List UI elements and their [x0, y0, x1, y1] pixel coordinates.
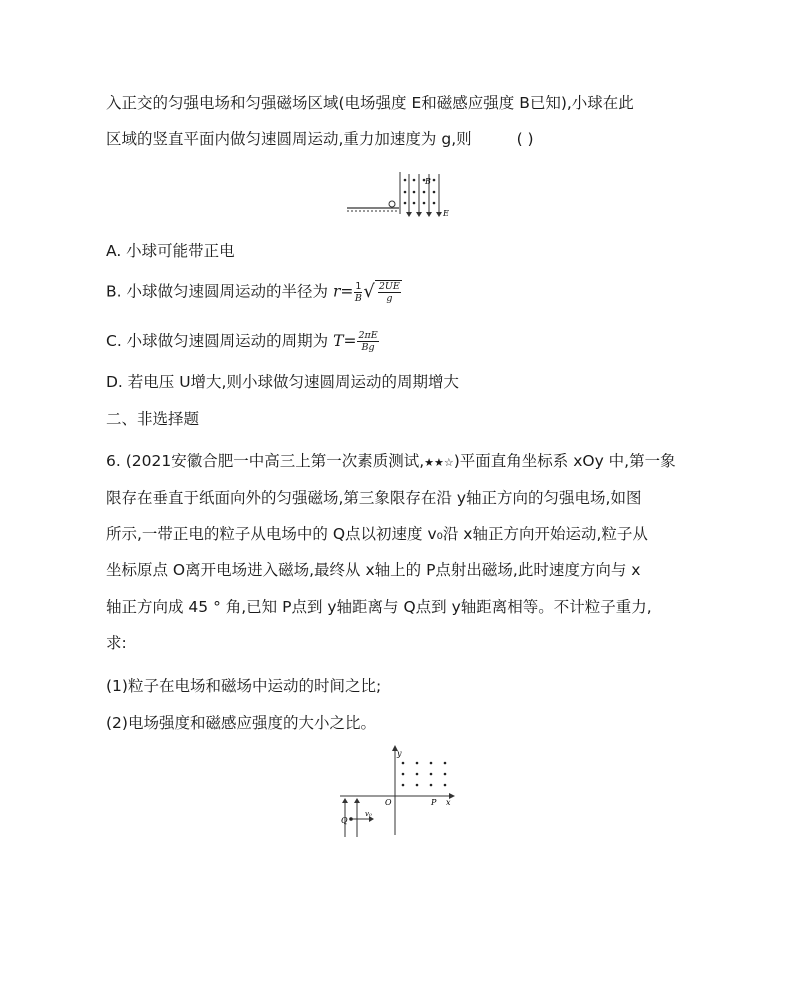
option-d: D. 若电压 U增大,则小球做匀速圆周运动的周期增大: [106, 373, 459, 391]
q6-line-4: 坐标原点 O离开电场进入磁场,最终从 x轴上的 P点射出磁场,此时速度方向与 x: [106, 561, 641, 579]
q5-stem-text: 区域的竖直平面内做匀速圆周运动,重力加速度为 g,则: [106, 130, 472, 148]
option-a: A. 小球可能带正电: [106, 242, 235, 260]
option-b: [106, 280, 402, 304]
label-E: E: [443, 209, 449, 218]
magnetic-field-dots: [402, 762, 447, 787]
section-heading: 二、非选择题: [106, 410, 200, 428]
ball: [389, 201, 395, 207]
q6-line-1: [106, 450, 676, 474]
q6-line-3: 所示,一带正电的粒子从电场中的 Q点以初速度 v₀沿 x轴正方向开始运动,粒子从: [106, 525, 648, 543]
q6-source: 6. (2021安徽合肥一中高三上第一次素质测试,: [106, 452, 425, 470]
electric-field-arrows: [342, 798, 360, 803]
option-c-text: C. 小球做匀速圆周运动的周期为: [106, 332, 329, 350]
option-b-fraction: $\frac{1}{B}$: [354, 280, 362, 304]
q6-line-2: 限存在垂直于纸面向外的匀强磁场,第三象限存在沿 y轴正方向的匀强电场,如图: [106, 489, 642, 507]
option-c: [106, 330, 380, 353]
option-b-r: r=: [332, 282, 354, 301]
field-arrows: [406, 212, 442, 217]
label-v0: v₀: [365, 810, 372, 818]
option-c-fraction: $\frac{2\pi E}{Bg}$: [358, 330, 378, 353]
q6-line-6: 求:: [106, 634, 127, 652]
q5-stem-line-2: [106, 128, 534, 150]
option-b-text: B. 小球做匀速圆周运动的半径为: [106, 282, 328, 301]
label-y: y: [397, 749, 402, 758]
option-b-sqrt: √ $\frac{2UE}{g}$: [363, 281, 400, 304]
label-x: x: [446, 798, 451, 807]
difficulty-stars-icon: ★★☆: [424, 456, 454, 469]
q6-sub-question-2: (2)电场强度和磁感应强度的大小之比。: [106, 714, 376, 732]
answer-blank: ( ): [516, 130, 534, 148]
label-B: B: [425, 177, 431, 186]
label-O: O: [385, 798, 392, 807]
q5-field-figure: [345, 170, 455, 220]
q6-coordinate-figure: [335, 745, 460, 840]
label-Q: Q: [341, 816, 348, 825]
q6-sub-question-1: (1)粒子在电场和磁场中运动的时间之比;: [106, 677, 382, 695]
q6-line-1-rest: )平面直角坐标系 xOy 中,第一象: [453, 452, 676, 470]
q6-line-5: 轴正方向成 45 ° 角,已知 P点到 y轴距离与 Q点到 y轴距离相等。不计粒子重力,: [106, 598, 652, 616]
option-c-t: T=: [333, 332, 357, 350]
label-P: P: [431, 798, 437, 807]
q5-stem-line-1: 入正交的匀强电场和匀强磁场区域(电场强度 E和磁感应强度 B已知),小球在此: [106, 94, 634, 112]
